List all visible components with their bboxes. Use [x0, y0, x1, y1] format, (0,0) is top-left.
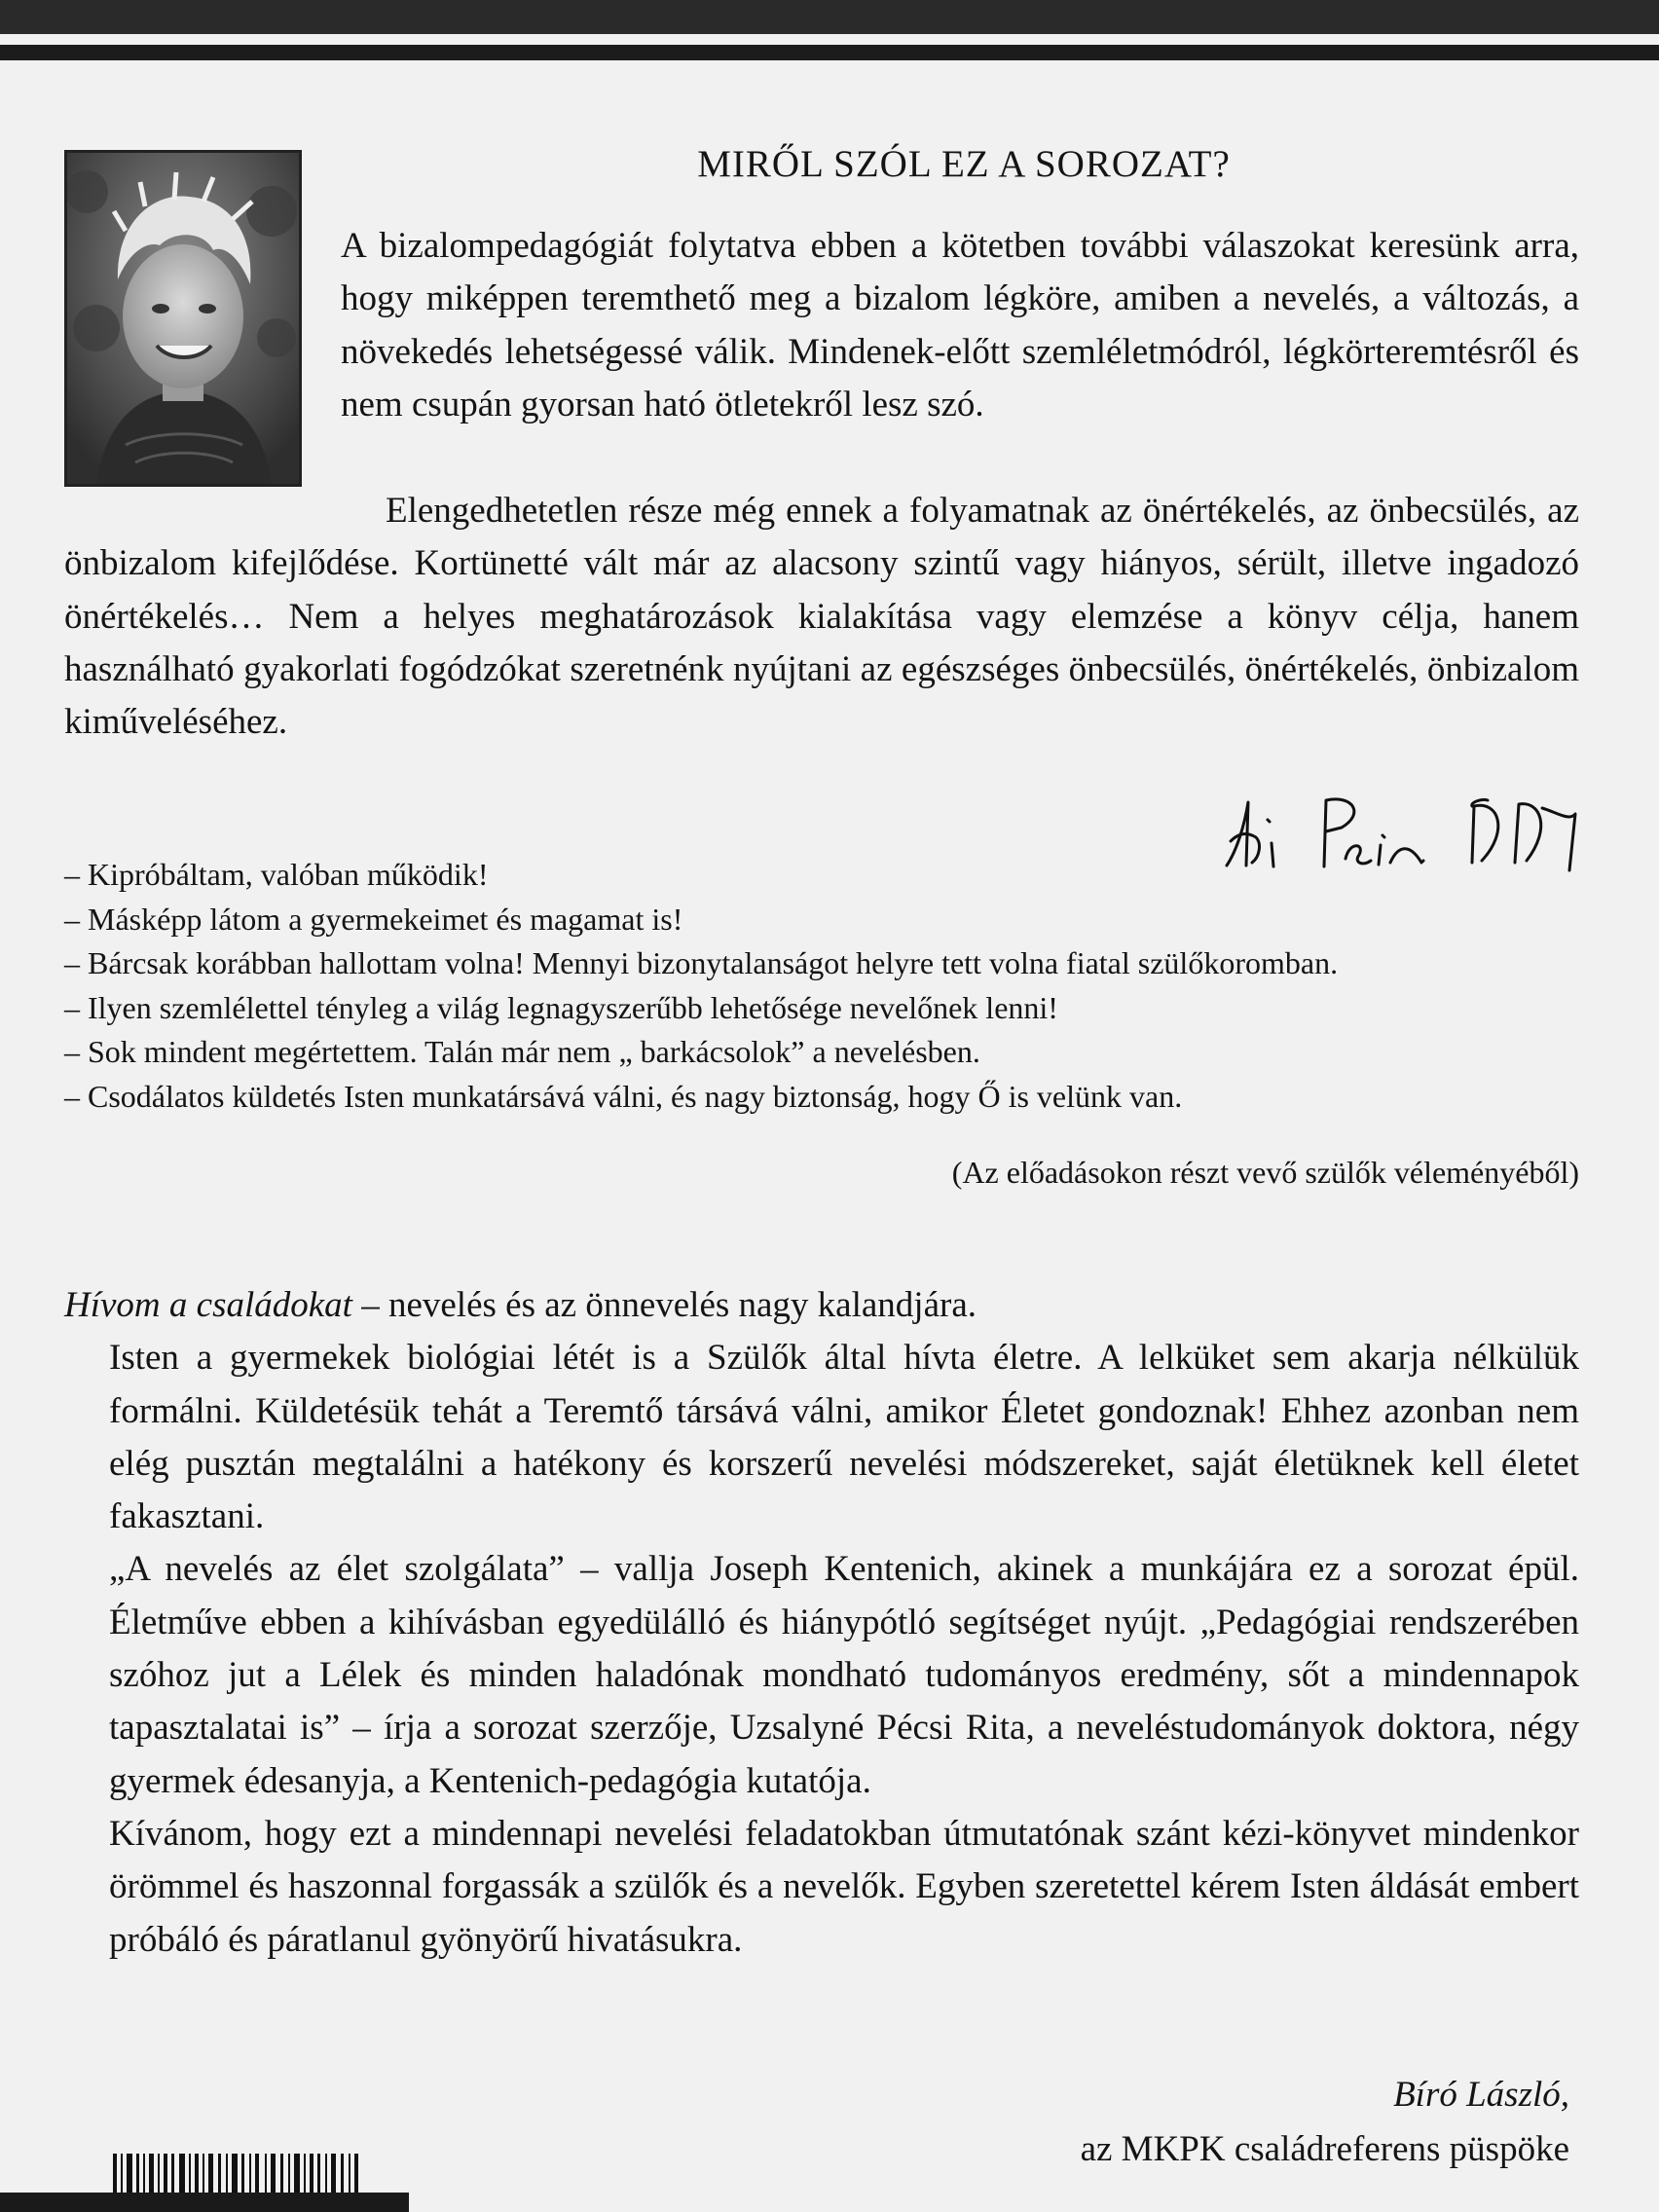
- top-rule: [0, 45, 1659, 60]
- author-name: Bíró László,: [1393, 2075, 1569, 2115]
- foreword-block: [64, 1279, 1579, 1967]
- testimonial-source: (Az előadásokon részt vevő szülők véleményéből): [951, 1155, 1579, 1190]
- foreword-lead-italic: Hívom a családokat: [64, 1285, 352, 1325]
- testimonial-list: [64, 853, 1583, 1119]
- intro-paragraph-2-text: Elengedhetetlen része még ennek a folyamatnak az önértékelés, az önbecsülés, az önbizalom kifejlődése. Kortünetté vált már az alacsony szintű vagy hiányos, sérült, illetve ingadozó önértékelés… Nem a helyes meghatározások kialakítása vagy elemzése a könyv célja, hanem használható gyakorlati fogódzókat szeretnénk nyújtani az egészséges önbecsülés, önértékelés, önbizalom kiműveléséhez.: [64, 491, 1579, 743]
- portrait-image: [67, 153, 299, 484]
- testimonial-item: – Ilyen szemlélettel tényleg a világ legnagyszerűbb lehetősége nevelőnek lenni!: [64, 989, 1058, 1025]
- foreword-paragraph-2: „A nevelés az élet szolgálata” – vallja Joseph Kentenich, akinek a munkájára ez a sorozat épül. Életműve ebben a kihívásban egyedülálló és hiánypótló segítséget nyújt. „Pedagógiai rendszerében szóhoz jut a Lélek és minden haladónak mondható tudományos eredmény, sőt a mindennapok tapasztalatai is” – írja a sorozat szerzője, Uzsalyné Pécsi Rita, a neveléstudományok doktora, négy gyermek édesanyja, a Kentenich-pedagógia kutatója.: [109, 1549, 1579, 1801]
- section-title: MIRŐL SZÓL EZ A SOROZAT?: [697, 143, 1231, 185]
- testimonial-item: – Sok mindent megértettem. Talán már nem „ barkácsolok” a nevelésben.: [64, 1034, 980, 1069]
- author-signature-block: [1081, 2068, 1569, 2177]
- intro-paragraph-2: [64, 485, 1579, 749]
- foreword-lead-rest: – nevelés és az önnevelés nagy kalandjára.: [351, 1285, 977, 1325]
- testimonial-item: – Másképp látom a gyermekeimet és magamat is!: [64, 901, 683, 937]
- foreword-lead: [64, 1279, 1579, 1332]
- foreword-paragraph-3: Kívánom, hogy ezt a mindennapi nevelési feladatokban útmutatónak szánt kézi-könyvet mindenkor örömmel és haszonnal forgassák a szülők és a nevelők. Egyben szeretettel kérem Isten áldását embert próbáló és páratlanul gyönyörű hivatásukra.: [109, 1813, 1579, 1960]
- top-dark-band: [0, 0, 1659, 34]
- author-role: az MKPK családreferens püspöke: [1080, 2129, 1569, 2169]
- testimonial-item: – Kipróbáltam, valóban működik!: [64, 857, 489, 892]
- author-portrait-photo: [64, 150, 302, 487]
- testimonial-item: – Csodálatos küldetés Isten munkatársává válni, és nagy biztonság, hogy Ő is velünk van.: [64, 1078, 1183, 1114]
- testimonial-item: – Bárcsak korábban hallottam volna! Mennyi bizonytalanságot helyre tett volna fiatal szülőkoromban.: [64, 945, 1339, 980]
- foreword-paragraph-1: Isten a gyermekek biológiai létét is a Szülők által hívta életre. A lelküket sem akarja nélkülük formálni. Küldetésük tehát a Teremtő társává válni, amikor Életet gondoznak! Ehhez azonban nem elég pusztán megtalálni a hatékony és korszerű nevelési módszereket, saját életüknek kell életet fakasztani.: [109, 1338, 1579, 1537]
- intro-paragraph-1: A bizalompedagógiát folytatva ebben a kötetben további válaszokat keresünk arra, hogy miképpen teremthető meg a bizalom légköre, amiben a nevelés, a változás, a növekedés lehetségessé válik. Mindenek-előtt szemléletmódról, légkörteremtésről és nem csupán gyorsan ható ötletekről lesz szó.: [341, 226, 1579, 424]
- bottom-dark-band: [0, 2193, 409, 2212]
